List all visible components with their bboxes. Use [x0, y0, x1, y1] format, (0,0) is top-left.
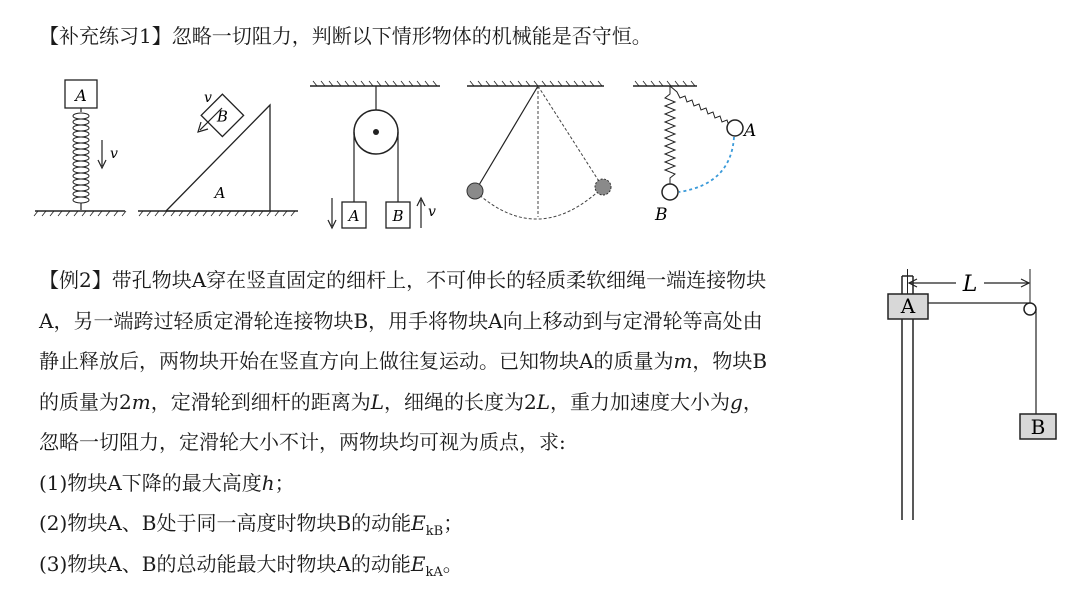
q1-var: h	[261, 471, 275, 495]
fig4-bob	[467, 183, 483, 199]
q2-sub: kB	[425, 524, 444, 539]
var-l: L	[370, 390, 384, 414]
fig2-wedge-label: A	[214, 184, 226, 202]
q2-text: (2)物块A、B处于同一高度时物块B的动能	[39, 511, 412, 535]
example-text-4b: ，定滑轮到细杆的距离为	[150, 390, 371, 414]
example-text-3b: ，物块B	[692, 349, 768, 373]
practice-text: 忽略一切阻力，判断以下情形物体的机械能是否守恒。	[171, 24, 652, 48]
fig3-block-left-label: A	[348, 207, 360, 225]
fig5-label-a: A	[744, 121, 757, 141]
example-text-4a: 的质量为2	[39, 390, 132, 414]
fig1-spring	[73, 113, 89, 203]
practice-heading	[39, 22, 652, 50]
example-line-4	[39, 388, 763, 416]
example-text-4e: ，	[742, 390, 763, 414]
fig5-ball-a	[727, 120, 743, 136]
var-m: m	[673, 349, 693, 373]
q3-sub: kA	[425, 565, 443, 580]
var-g: g	[730, 390, 743, 414]
example-text-4c: ，细绳的长度为2	[383, 390, 537, 414]
example-text-2: A，另一端跨过轻质定滑轮连接物块B，用手将物块A向上移动到与定滑轮等高处由	[39, 309, 763, 333]
fig1-block-label: A	[75, 86, 87, 105]
fig4-string	[476, 86, 538, 190]
example-text-1: 带孔物块A穿在竖直固定的细杆上，不可伸长的轻质柔软细绳一端连接物块	[111, 268, 767, 292]
right-block-b-label: B	[1030, 415, 1046, 439]
q2-suffix: ；	[443, 511, 464, 535]
fig2-velocity-label: v	[204, 90, 212, 106]
example-line-1	[39, 266, 766, 294]
practice-bracket-close: 】	[151, 24, 172, 48]
example-bracket-close: 】	[91, 268, 112, 292]
example-line-5	[39, 428, 566, 456]
example-line-3	[39, 347, 767, 375]
example-line-2	[39, 307, 763, 335]
figure-pendulum	[462, 80, 612, 225]
example-bracket-open: 【	[39, 268, 59, 292]
q3-suffix: 。	[442, 552, 463, 576]
question-2	[39, 509, 463, 546]
figure-wedge	[138, 80, 303, 220]
figure-pulley	[305, 80, 445, 235]
q2-var: E	[411, 511, 426, 535]
var-m-2: m	[131, 390, 151, 414]
question-1	[39, 469, 295, 497]
q1-suffix: ；	[274, 471, 295, 495]
fig5-ball-b	[662, 184, 678, 200]
fig5-label-b: B	[655, 205, 668, 225]
distance-label: L	[962, 272, 978, 297]
fig3-velocity-label: v	[428, 204, 436, 220]
fig5-spring-diagonal	[670, 86, 729, 126]
q3-text: (3)物块A、B的总动能最大时物块A的动能	[39, 552, 411, 576]
q3-var: E	[410, 552, 426, 576]
right-pulley	[1024, 303, 1036, 315]
example-label: 例2	[59, 268, 92, 292]
fig5-trajectory	[679, 137, 734, 192]
fig3-block-right-label: B	[392, 207, 404, 225]
var-l-2: L	[536, 390, 550, 414]
figure-spring-block	[30, 70, 130, 220]
practice-label: 补充练习1	[59, 24, 152, 48]
fig2-small-block-label: B	[216, 107, 228, 126]
example-text-4d: ，重力加速度大小为	[550, 390, 730, 414]
practice-bracket-open: 【	[39, 24, 59, 48]
example-text-5: 忽略一切阻力，定滑轮大小不计，两物块均可视为质点，求:	[39, 430, 566, 454]
figure-rod-pulley	[880, 262, 1060, 527]
right-block-a-label: A	[900, 294, 916, 318]
fig1-velocity-label: v	[110, 146, 118, 162]
question-3	[39, 550, 463, 587]
figure-spring-pendulum	[625, 80, 770, 230]
fig5-spring-vertical	[665, 86, 675, 184]
fig4-bob-ghost	[595, 179, 611, 195]
example-text-3: 静止释放后，两物块开始在竖直方向上做往复运动。已知物块A的质量为	[39, 349, 674, 373]
q1-text: (1)物块A下降的最大高度	[39, 471, 262, 495]
